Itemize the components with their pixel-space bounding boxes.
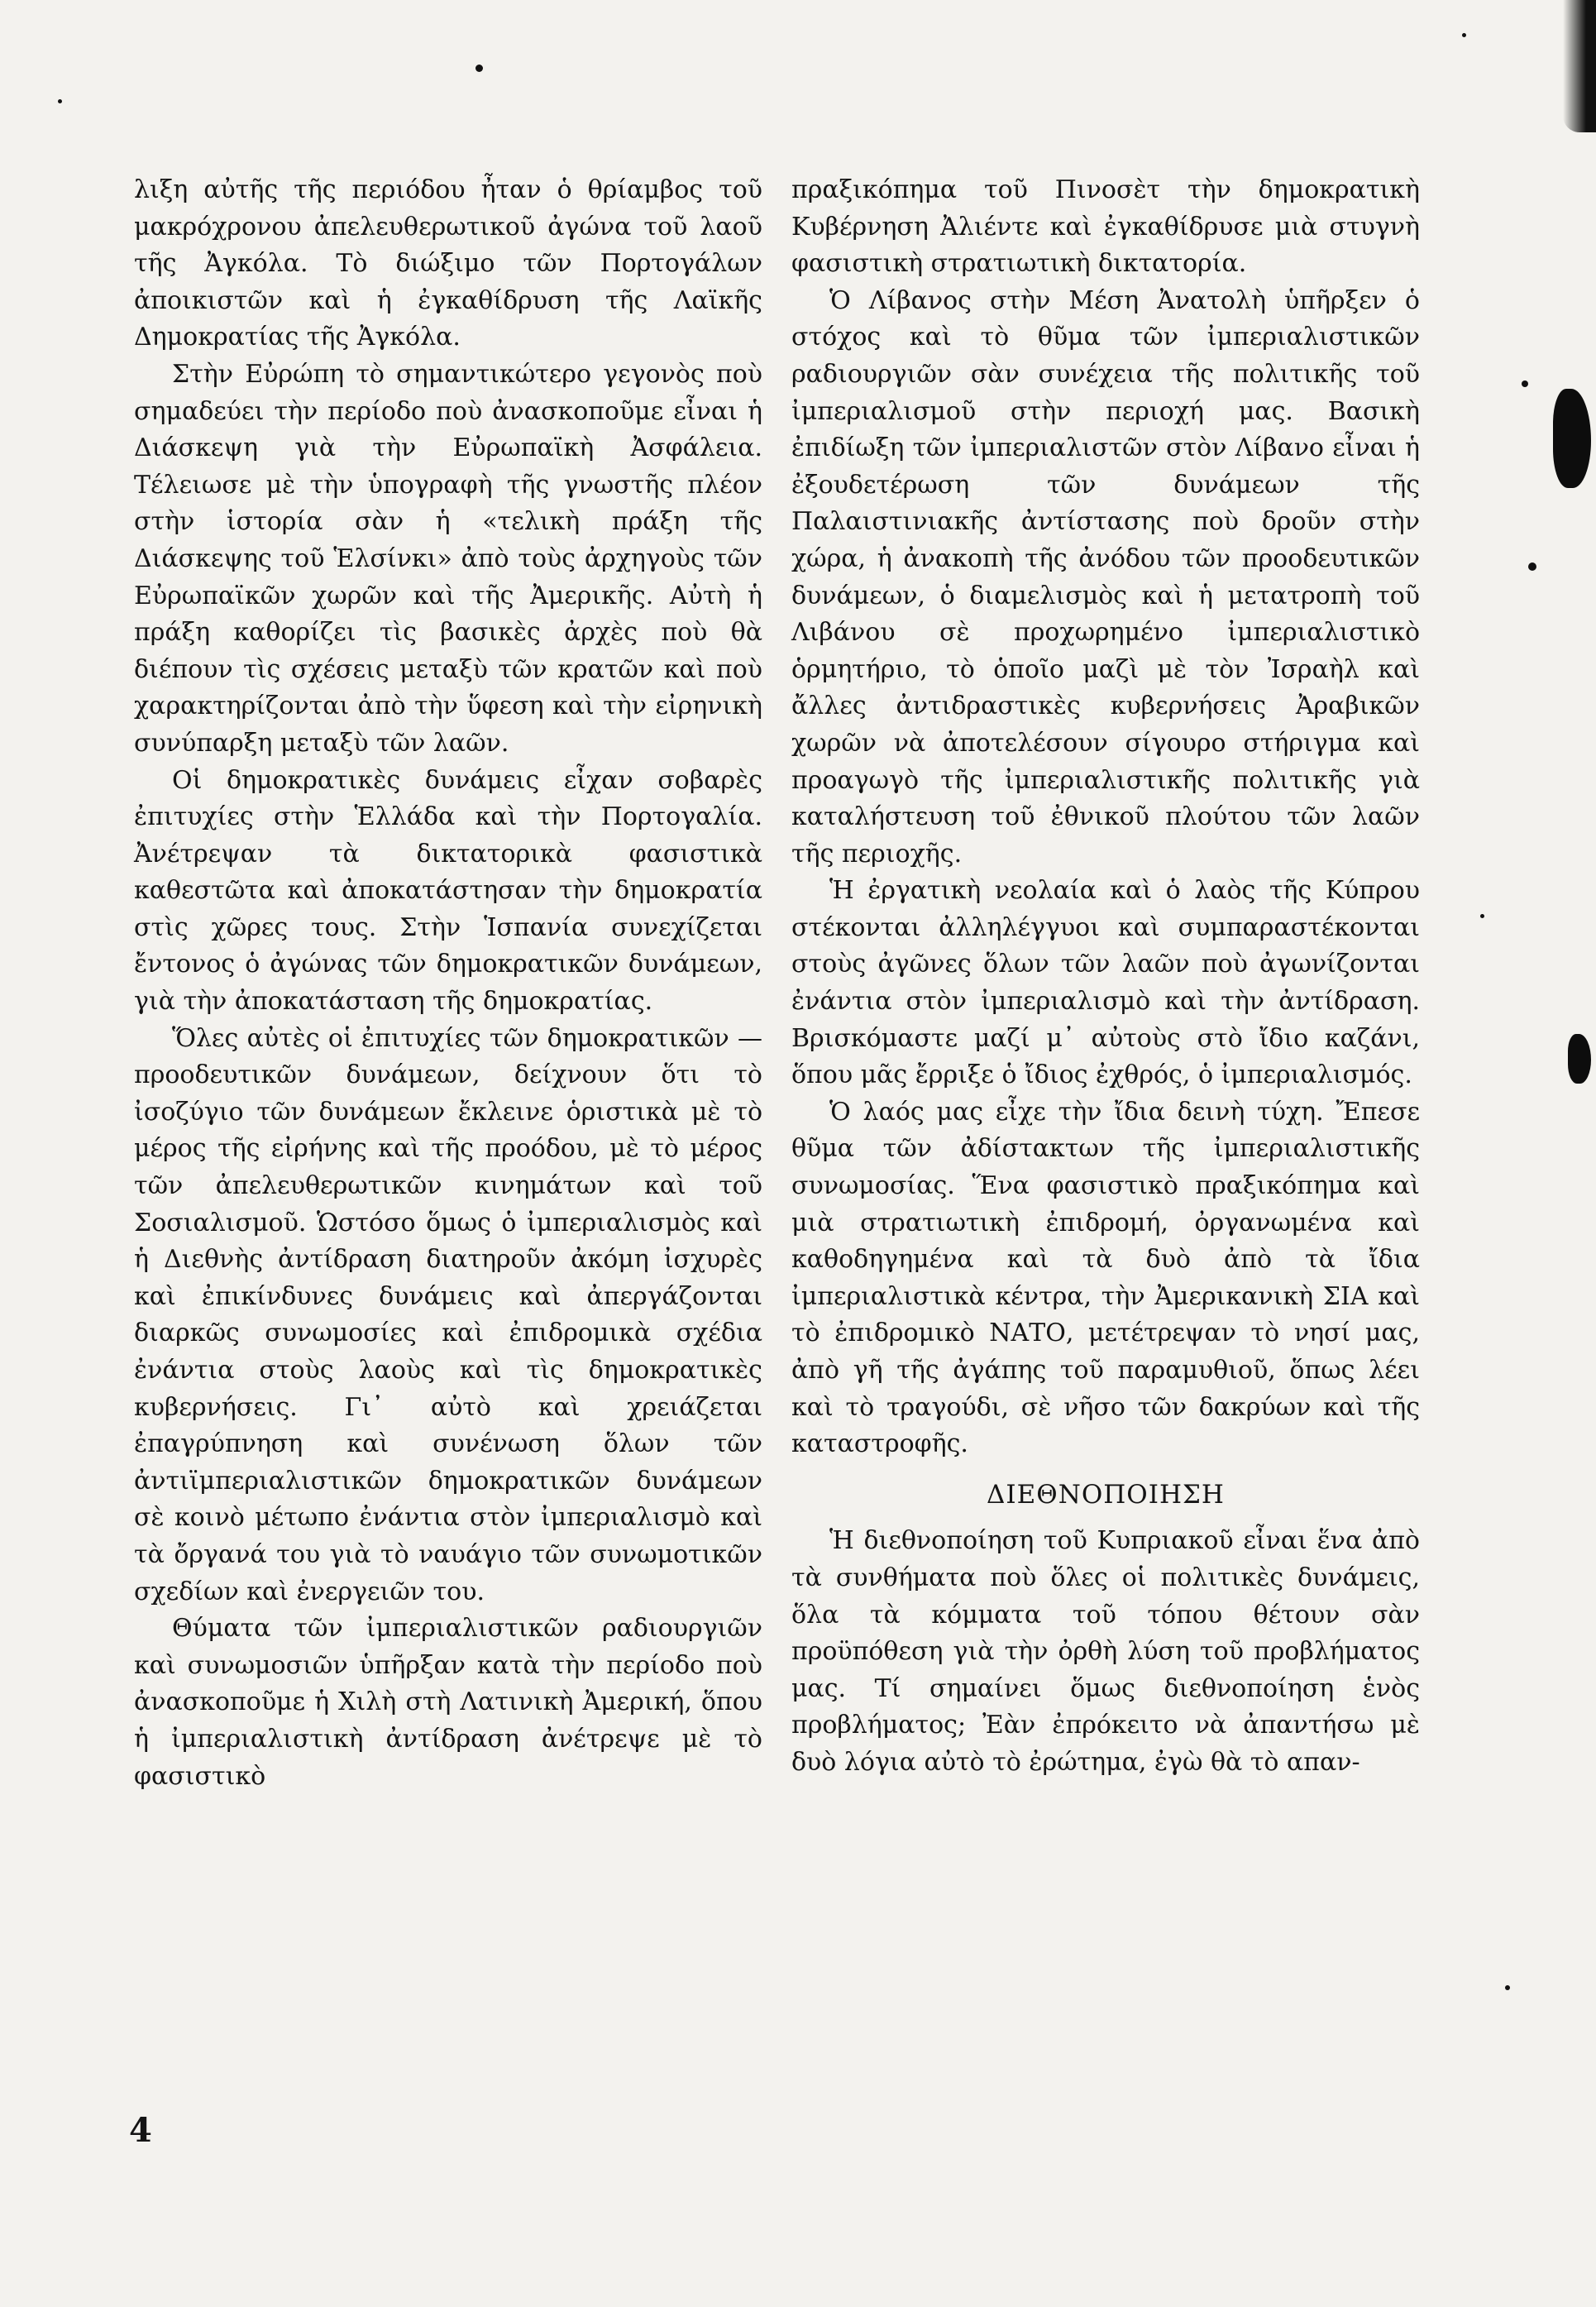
page-number: 4: [129, 2111, 152, 2150]
scan-speck: [58, 99, 62, 103]
scan-speck: [1462, 33, 1466, 37]
scan-speck: [1480, 914, 1484, 918]
paragraph: Οἱ δημοκρατικὲς δυνάμεις εἶχαν σοβαρὲς ἐπιτυχίες στὴν Ἑλλάδα καὶ τὴν Πορτογαλία. Ἀνέτρεψαν τὰ δικτατορικὰ φασιστικὰ καθεστῶτα καὶ ἀποκατάστησαν τὴν δημοκρατία στὶς χῶρες τους. Στὴν Ἱσπανία συνεχίζεται ἔντονος ὁ ἀγώνας τῶν δημοκρατικῶν δυνάμεων, γιὰ τὴν ἀποκατάσταση τῆς δημοκρατίας.: [134, 765, 762, 1017]
paragraph: Στὴν Εὐρώπη τὸ σημαντικώτερο γεγονὸς ποὺ σημαδεύει τὴν περίοδο ποὺ ἀνασκοποῦμε εἶναι ἡ Διάσκεψη γιὰ τὴν Εὐρωπαϊκὴ Ἀσφάλεια. Τέλειωσε μὲ τὴν ὑπογραφὴ τῆς γνωστῆς πλέον στὴν ἱστορία σὰν ἡ «τελικὴ πράξη τῆς Διάσκεψης τοῦ Ἑλσίνκι» ἀπὸ τοὺς ἀρχηγοὺς τῶν Εὐρωπαϊκῶν χωρῶν καὶ τῆς Ἀμερικῆς. Αὐτὴ ἡ πράξη καθορίζει τὶς βασικὲς ἀρχὲς ποὺ θὰ διέπουν τὶς σχέσεις μεταξὺ τῶν κρατῶν καὶ ποὺ χαρακτηρίζονται ἀπὸ τὴν ὕφεση καὶ τὴν εἰρηνικὴ συνύπαρξη μεταξὺ τῶν λαῶν.: [134, 359, 762, 758]
left-column: [134, 172, 762, 1795]
paragraph: Ὅλες αὐτὲς οἱ ἐπιτυχίες τῶν δημοκρατικῶν — προοδευτικῶν δυνάμεων, δείχνουν ὅτι τὸ ἰσοζύγιο τῶν δυνάμεων ἔκλεινε ὁριστικὰ μὲ τὸ μέρος τῆς εἰρήνης καὶ τῆς προόδου, μὲ τὸ μέρος τῶν ἀπελευθερωτικῶν κινημάτων καὶ τοῦ Σοσιαλισμοῦ. Ὡστόσο ὅμως ὁ ἰμπεριαλισμὸς καὶ ἡ Διεθνὴς ἀντίδραση διατηροῦν ἀκόμη ἰσχυρὲς καὶ ἐπικίνδυνες δυνάμεις καὶ ἀπεργάζονται διαρκῶς συνωμοσίες καὶ ἐπιδρομικὰ σχέδια ἐνάντια στοὺς λαοὺς καὶ τὶς δημοκρατικὲς κυβερνήσεις. Γι᾽ αὐτὸ καὶ χρειάζεται ἐπαγρύπνηση καὶ συνένωση ὅλων τῶν ἀντιϊμπεριαλιστικῶν δημοκρατικῶν δυνάμεων σὲ κοινὸ μέτωπο ἐνάντια στὸν ἰμπεριαλισμὸ καὶ τὰ ὄργανά του γιὰ τὸ ναυάγιο τῶν συνωμοτικῶν σχεδίων καὶ ἐνεργειῶν του.: [134, 1023, 762, 1606]
paragraph: Ἡ διεθνοποίηση τοῦ Κυπριακοῦ εἶναι ἕνα ἀπὸ τὰ συνθήματα ποὺ ὅλες οἱ πολιτικὲς δυνάμεις, ὅλα τὰ κόμματα τοῦ τόπου θέτουν σὰν προϋπόθεση γιὰ τὴν ὀρθὴ λύση τοῦ προβλήματος μας. Τί σημαίνει ὅμως διεθνοποίηση ἑνὸς προβλήματος; Ἐὰν ἐπρόκειτο νὰ ἀπαντήσω μὲ δυὸ λόγια αὐτὸ τὸ ἐρώτημα, ἐγὼ θὰ τὸ απαν-: [791, 1526, 1420, 1777]
paragraph: Ὁ Λίβανος στὴν Μέση Ἀνατολὴ ὑπῆρξεν ὁ στόχος καὶ τὸ θῦμα τῶν ἰμπεριαλιστικῶν ραδιουργιῶν σὰν συνέχεια τῆς πολιτικῆς τοῦ ἰμπεριαλισμοῦ στὴν περιοχή μας. Βασικὴ ἐπιδίωξη τῶν ἰμπεριαλιστῶν στὸν Λίβανο εἶναι ἡ ἐξουδετέρωση τῶν δυνάμεων τῆς Παλαιστινιακῆς ἀντίστασης ποὺ δροῦν στὴν χώρα, ἡ ἀνακοπὴ τῆς ἀνόδου τῶν προοδευτικῶν δυνάμεων, ὁ διαμελισμὸς καὶ ἡ μετατροπὴ τοῦ Λιβάνου σὲ προχωρημένο ἰμπεριαλιστικὸ ὁρμητήριο, τὸ ὁποῖο μαζὶ μὲ τὸν Ἰσραὴλ καὶ ἄλλες ἀντιδραστικὲς κυβερνήσεις Ἀραβικῶν χωρῶν νὰ ἀποτελέσουν σίγουρο στήριγμα καὶ προαγωγὸ τῆς ἰμπεριαλιστικῆς πολιτικῆς γιὰ καταλήστευση τοῦ ἐθνικοῦ πλούτου τῶν λαῶν τῆς περιοχῆς.: [791, 285, 1420, 869]
paragraph: πραξικόπημα τοῦ Πινοσὲτ τὴν δημοκρατικὴ Κυβέρνηση Ἀλιέντε καὶ ἐγκαθίδρυσε μιὰ στυγνὴ φασιστικὴ στρατιωτικὴ δικτατορία.: [791, 175, 1420, 279]
scan-blot: [1568, 1034, 1591, 1084]
scan-speck: [475, 65, 483, 72]
right-column: [791, 172, 1420, 1782]
paragraph: λιξη αὐτῆς τῆς περιόδου ἦταν ὁ θρίαμβος τοῦ μακρόχρονου ἀπελευθερωτικοῦ ἀγώνα τοῦ λαοῦ τῆς Ἀγκόλα. Τὸ διώξιμο τῶν Πορτογάλων ἀποικιστῶν καὶ ἡ ἐγκαθίδρυση τῆς Λαϊκῆς Δημοκρατίας τῆς Ἀγκόλα.: [134, 175, 762, 352]
scan-edge-shadow: [1563, 0, 1596, 132]
scan-blot: [1553, 389, 1591, 488]
paragraph: Ὁ λαός μας εἶχε τὴν ἴδια δεινὴ τύχη. Ἔπεσε θῦμα τῶν ἀδίστακτων τῆς ἰμπεριαλιστικῆς συνωμοσίας. Ἕνα φασιστικὸ πραξικόπημα καὶ μιὰ στρατιωτικὴ ἐπιδρομή, ὀργανωμένα καὶ καθοδηγημένα καὶ τὰ δυὸ ἀπὸ τὰ ἴδια ἰμπεριαλιστικὰ κέντρα, τὴν Ἀμερικανικὴ ΣΙΑ καὶ τὸ ἐπιδρομικὸ ΝΑΤΟ, μετέτρεψαν τὸ νησί μας, ἀπὸ γῆ τῆς ἀγάπης τοῦ παραμυθιοῦ, ὅπως λέει καὶ τὸ τραγούδι, σὲ νῆσο τῶν δακρύων καὶ τῆς καταστροφῆς.: [791, 1097, 1420, 1459]
paragraph: Θύματα τῶν ἰμπεριαλιστικῶν ραδιουργιῶν καὶ συνωμοσιῶν ὑπῆρξαν κατὰ τὴν περίοδο ποὺ ἀνασκοποῦμε ἡ Χιλὴ στὴ Λατινικὴ Ἀμερική, ὅπου ἡ ἰμπεριαλιστικὴ ἀντίδραση ἀνέτρεψε μὲ τὸ φασιστικὸ: [134, 1614, 762, 1791]
scan-speck: [1505, 1985, 1510, 1990]
section-heading: ΔΙΕΘΝΟΠΟΙΗΣΗ: [987, 1479, 1225, 1510]
scan-speck: [1528, 562, 1536, 571]
paragraph: Ἡ ἐργατικὴ νεολαία καὶ ὁ λαὸς τῆς Κύπρου στέκονται ἀλληλέγγυοι καὶ συμπαραστέκονται στοὺς ἀγῶνες ὅλων τῶν λαῶν ποὺ ἀγωνίζονται ἐνάντια στὸν ἰμπεριαλισμὸ καὶ τὴν ἀντίδραση. Βρισκόμαστε μαζί μ᾽ αὐτοὺς στὸ ἴδιο καζάνι, ὅπου μᾶς ἔρριξε ὁ ἴδιος ἐχθρός, ὁ ἰμπεριαλισμός.: [791, 876, 1420, 1090]
scan-speck: [1522, 381, 1528, 387]
